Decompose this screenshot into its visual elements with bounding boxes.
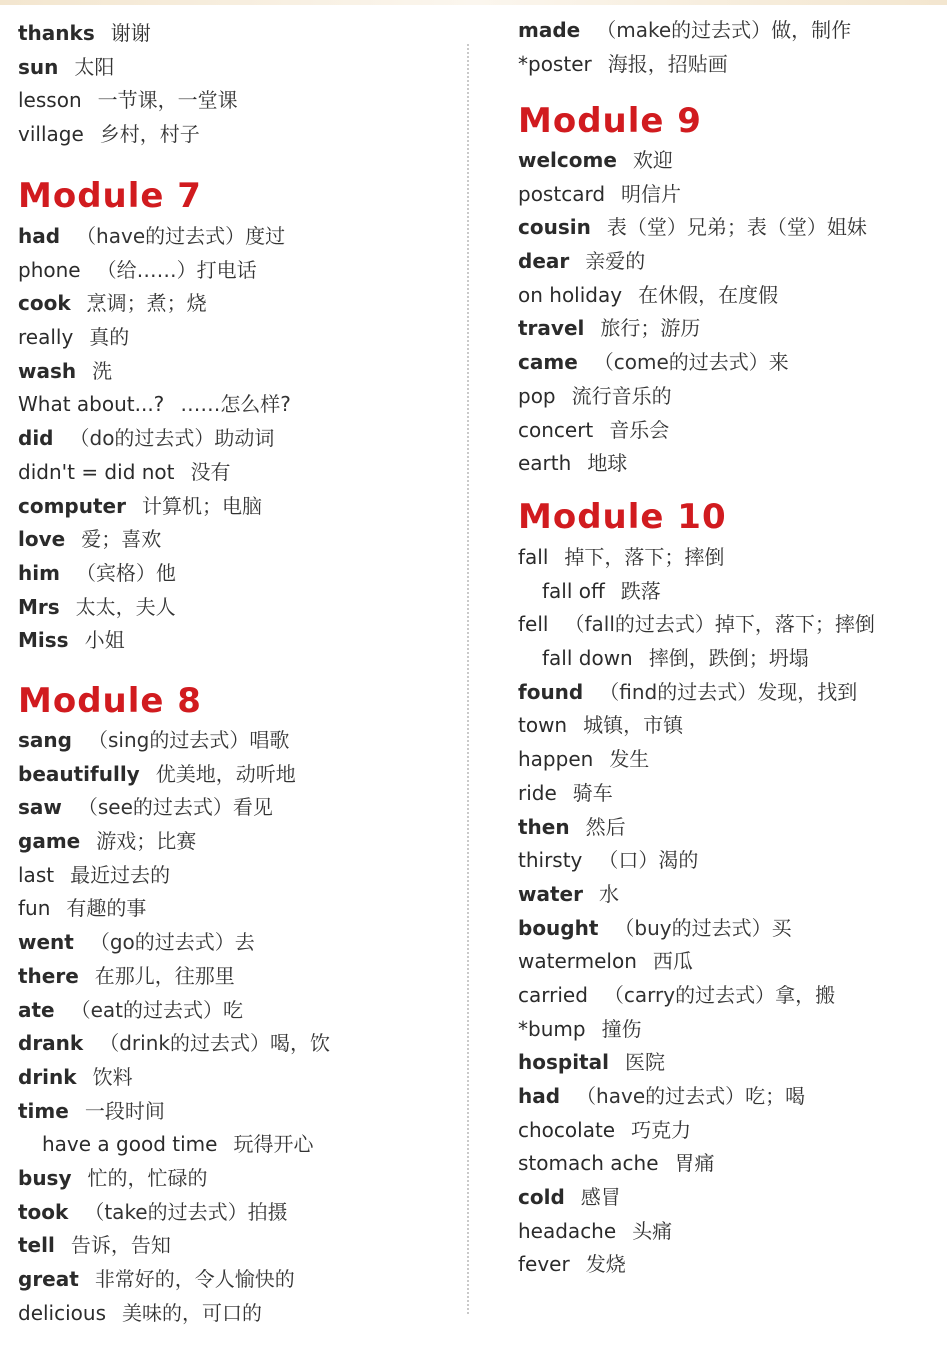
vocab-entry <box>18 994 458 1028</box>
vocab-entry <box>18 17 458 51</box>
vocab-meaning: 西瓜 <box>652 949 693 974</box>
vocab-meaning: 太阳 <box>74 54 115 79</box>
vocab-meaning: （have的过去式）吃；喝 <box>576 1084 806 1108</box>
vocab-meaning: 感冒 <box>580 1185 621 1210</box>
vocab-word: pop <box>518 383 556 408</box>
vocab-word: thirsty <box>518 848 583 873</box>
vocab-entry <box>518 709 938 743</box>
vocab-list-module-8 <box>18 724 458 1330</box>
vocab-meaning: （buy的过去式）买 <box>614 915 792 940</box>
vocab-word: saw <box>18 795 62 820</box>
vocab-meaning: （sing的过去式）唱歌 <box>87 728 290 752</box>
vocab-entry <box>18 624 458 658</box>
vocab-word: concert <box>518 417 594 442</box>
vocab-meaning: 小姐 <box>84 628 125 653</box>
vocab-entry <box>18 926 458 960</box>
vocab-meaning: （find的过去式）发现，找到 <box>599 679 858 704</box>
vocab-meaning: 最近过去的 <box>70 862 171 887</box>
vocab-meaning: 一节课，一堂课 <box>97 88 238 113</box>
vocab-word: on holiday <box>518 282 623 307</box>
vocab-meaning: 乡村，村子 <box>99 122 200 147</box>
vocab-word: sun <box>18 54 59 79</box>
vocab-meaning: 掉下，落下；摔倒 <box>564 545 725 569</box>
vocab-entry <box>18 523 458 557</box>
vocab-word: phone <box>18 257 81 282</box>
vocab-entry <box>518 1215 938 1249</box>
vocab-entry <box>518 312 938 346</box>
vocab-word: chocolate <box>518 1117 616 1142</box>
vocab-word: ride <box>518 780 557 805</box>
vocab-meaning: 洗 <box>92 358 113 383</box>
vocab-word: cousin <box>518 215 591 240</box>
vocab-word: computer <box>18 493 126 518</box>
vocab-entry <box>18 1061 458 1095</box>
vocab-meaning: 欢迎 <box>632 148 673 172</box>
vocab-meaning: 海报，招贴画 <box>607 51 728 76</box>
vocab-meaning: 谢谢 <box>110 21 151 45</box>
vocab-list-module-10 <box>518 541 938 1282</box>
vocab-entry <box>518 979 938 1013</box>
vocab-word: cook <box>18 291 71 316</box>
vocab-word: beautifully <box>18 761 140 786</box>
vocab-meaning: 玩得开心 <box>233 1132 314 1157</box>
vocab-word: fell <box>518 612 549 637</box>
vocab-meaning: 游戏；比赛 <box>96 829 197 854</box>
vocab-entry <box>518 1114 938 1148</box>
vocab-word: found <box>518 679 584 704</box>
vocab-meaning: 太太，夫人 <box>75 594 176 619</box>
vocab-word: last <box>18 862 55 887</box>
vocab-entry <box>18 825 458 859</box>
vocab-word: ate <box>18 997 55 1022</box>
column-divider <box>467 44 469 1314</box>
vocab-entry <box>518 279 938 313</box>
vocab-entry <box>18 1297 458 1331</box>
vocab-entry <box>18 287 458 321</box>
vocab-meaning: 忙的，忙碌的 <box>87 1165 208 1190</box>
vocab-entry <box>518 945 938 979</box>
vocab-meaning: 旅行；游历 <box>600 316 701 341</box>
vocab-word: postcard <box>518 181 606 206</box>
vocab-entry <box>518 144 938 178</box>
vocab-word: travel <box>518 316 585 341</box>
vocab-word: carried <box>518 982 588 1007</box>
vocab-meaning: 地球 <box>587 451 628 476</box>
vocab-meaning: 在休假，在度假 <box>638 282 779 307</box>
vocab-meaning: （宾格）他 <box>75 560 176 585</box>
module-10-title: Module 10 <box>518 497 727 537</box>
vocab-meaning: 音乐会 <box>609 417 670 442</box>
vocab-meaning: 饮料 <box>92 1064 133 1089</box>
vocab-entry <box>18 591 458 625</box>
vocab-word: came <box>518 350 578 375</box>
vocab-meaning: 明信片 <box>621 181 682 206</box>
vocab-entry <box>18 422 458 456</box>
top-decor-strip <box>0 0 947 5</box>
vocab-entry <box>18 758 458 792</box>
vocab-entry <box>518 642 938 676</box>
vocab-meaning: 表（堂）兄弟；表（堂）姐妹 <box>606 215 867 240</box>
vocab-meaning: 优美地，动听地 <box>155 761 296 786</box>
vocab-word: Miss <box>18 628 69 653</box>
vocab-word: sang <box>18 728 72 752</box>
vocab-meaning: （口）渴的 <box>598 848 699 873</box>
vocab-word: time <box>18 1098 69 1123</box>
vocab-word: What about...? <box>18 392 165 417</box>
vocab-word: watermelon <box>518 949 637 974</box>
vocab-word: happen <box>518 747 594 772</box>
vocab-entry <box>18 1095 458 1129</box>
vocab-word: him <box>18 560 60 585</box>
vocab-meaning: 有趣的事 <box>66 896 147 921</box>
vocab-word: dear <box>518 249 570 274</box>
vocab-meaning: 没有 <box>190 459 231 484</box>
vocab-meaning: 计算机；电脑 <box>141 493 262 518</box>
vocab-entry <box>518 608 938 642</box>
vocab-word: stomach ache <box>518 1151 659 1176</box>
vocab-meaning: 头痛 <box>632 1218 673 1243</box>
vocab-entry <box>18 859 458 893</box>
vocab-meaning: 非常好的，令人愉快的 <box>94 1267 295 1291</box>
vocab-word: went <box>18 930 74 955</box>
vocab-meaning: 发烧 <box>585 1252 626 1277</box>
vocab-entry <box>518 414 938 448</box>
vocab-meaning: （fall的过去式）掉下，落下；摔倒 <box>564 612 875 637</box>
vocab-meaning: 撞伤 <box>601 1016 642 1041</box>
vocab-word: had <box>18 224 61 248</box>
vocab-entry <box>18 557 458 591</box>
vocab-entry <box>518 912 938 946</box>
vocab-entry <box>518 844 938 878</box>
vocab-word: then <box>518 814 570 839</box>
vocab-word: game <box>18 829 81 854</box>
vocab-entry <box>518 178 938 212</box>
vocab-word: town <box>518 713 568 738</box>
vocab-meaning: 流行音乐的 <box>571 383 672 408</box>
vocab-word: fever <box>518 1252 570 1277</box>
vocab-meaning: 在那儿，往那里 <box>94 963 235 988</box>
vocab-meaning: 发生 <box>609 747 650 772</box>
vocab-meaning: 爱；喜欢 <box>81 527 162 552</box>
vocab-word: wash <box>18 358 77 383</box>
vocab-entry <box>18 254 458 288</box>
vocab-word: had <box>518 1084 561 1108</box>
vocab-entry <box>18 321 458 355</box>
vocab-meaning: 摔倒，跌倒；坍塌 <box>648 646 809 671</box>
vocab-entry <box>18 960 458 994</box>
vocab-entry <box>18 1263 458 1297</box>
vocab-entry <box>518 1147 938 1181</box>
vocab-entry <box>18 118 458 152</box>
vocab-meaning: 然后 <box>585 814 626 839</box>
vocab-meaning: （take的过去式）拍摄 <box>84 1199 288 1224</box>
vocab-meaning: 一段时间 <box>84 1098 165 1123</box>
vocab-word: *poster <box>518 51 592 76</box>
vocab-meaning: （eat的过去式）吃 <box>70 997 244 1022</box>
vocab-word: water <box>518 881 583 906</box>
vocab-word: fun <box>18 896 51 921</box>
vocab-entry <box>518 1013 938 1047</box>
vocab-word: welcome <box>518 148 617 172</box>
vocab-word: thanks <box>18 21 95 45</box>
vocab-meaning: 医院 <box>624 1050 665 1075</box>
vocab-word: fall off <box>542 578 605 603</box>
vocab-entry <box>18 1128 458 1162</box>
vocab-meaning: 胃痛 <box>674 1151 715 1176</box>
vocab-entry <box>518 380 938 414</box>
vocab-entry <box>518 541 938 575</box>
vocab-meaning: 骑车 <box>572 780 613 805</box>
vocab-meaning: （have的过去式）度过 <box>76 224 286 248</box>
module-9-title: Module 9 <box>518 101 702 141</box>
vocab-word: Mrs <box>18 594 60 619</box>
vocab-entry <box>518 48 938 82</box>
vocab-meaning: （make的过去式）做，制作 <box>596 18 852 42</box>
vocab-word: fall down <box>542 646 633 671</box>
vocab-entry <box>18 1229 458 1263</box>
vocab-entry <box>18 1027 458 1061</box>
vocab-entry <box>518 447 938 481</box>
vocab-word: earth <box>518 451 572 476</box>
module-8-title: Module 8 <box>18 681 202 721</box>
vocab-meaning: （go的过去式）去 <box>89 930 255 955</box>
vocab-word: drank <box>18 1031 84 1056</box>
vocab-word: tell <box>18 1233 55 1258</box>
vocab-word: fall <box>518 545 549 569</box>
vocab-list-module-7 <box>18 220 458 658</box>
vocab-word: delicious <box>18 1300 106 1325</box>
vocab-entry <box>18 355 458 389</box>
vocab-entry <box>518 811 938 845</box>
vocab-meaning: 真的 <box>89 325 130 350</box>
vocab-word: drink <box>18 1064 77 1089</box>
vocab-word: really <box>18 325 74 350</box>
vocab-meaning: 水 <box>598 881 619 906</box>
vocab-meaning: （给……）打电话 <box>96 257 257 282</box>
vocab-meaning: 巧克力 <box>631 1117 692 1142</box>
vocab-entry <box>518 1248 938 1282</box>
vocab-entry <box>18 51 458 85</box>
vocab-word: made <box>518 18 581 42</box>
vocab-meaning: （drink的过去式）喝，饮 <box>99 1031 330 1056</box>
vocab-meaning: 美味的，可口的 <box>122 1300 262 1325</box>
vocab-word: busy <box>18 1165 72 1190</box>
vocab-entry <box>518 1080 938 1114</box>
vocab-entry <box>18 892 458 926</box>
vocab-meaning: 城镇，市镇 <box>583 713 684 738</box>
vocab-word: lesson <box>18 88 82 113</box>
vocab-list-intro-left <box>18 17 458 152</box>
vocab-word: headache <box>518 1218 617 1243</box>
vocab-entry <box>518 777 938 811</box>
vocab-entry <box>518 878 938 912</box>
vocab-word: cold <box>518 1185 565 1210</box>
vocab-meaning: 告诉，告知 <box>70 1233 171 1258</box>
vocab-entry <box>18 791 458 825</box>
vocab-meaning: 亲爱的 <box>585 249 646 274</box>
vocab-word: *bump <box>518 1016 586 1041</box>
vocab-meaning: （carry的过去式）拿，搬 <box>603 982 836 1007</box>
vocab-meaning: （come的过去式）来 <box>593 350 789 375</box>
vocab-entry <box>18 84 458 118</box>
vocab-word: there <box>18 963 79 988</box>
vocab-entry <box>18 1162 458 1196</box>
vocab-entry <box>518 1046 938 1080</box>
vocab-meaning: 烹调；煮；烧 <box>86 291 207 316</box>
vocab-word: bought <box>518 915 599 940</box>
vocab-entry <box>518 346 938 380</box>
vocab-meaning: 跌落 <box>620 578 661 603</box>
vocab-entry <box>518 1181 938 1215</box>
vocab-entry <box>18 490 458 524</box>
vocab-list-intro-right <box>518 14 938 81</box>
vocab-word: great <box>18 1267 79 1291</box>
vocab-meaning: ……怎么样? <box>180 392 291 417</box>
vocab-word: love <box>18 527 66 552</box>
vocab-entry <box>18 1196 458 1230</box>
vocab-entry <box>518 743 938 777</box>
module-7-title: Module 7 <box>18 176 202 216</box>
vocab-word: took <box>18 1199 69 1224</box>
vocab-list-module-9 <box>518 144 938 481</box>
vocab-word: have a good time <box>42 1132 218 1157</box>
vocab-entry <box>518 14 938 48</box>
vocab-entry <box>518 676 938 710</box>
vocab-meaning: （do的过去式）助动词 <box>69 426 275 451</box>
vocab-entry <box>518 211 938 245</box>
vocab-meaning: （see的过去式）看见 <box>77 795 273 820</box>
vocab-entry <box>18 724 458 758</box>
vocab-entry <box>518 245 938 279</box>
vocab-entry <box>18 220 458 254</box>
vocab-word: hospital <box>518 1050 609 1075</box>
vocab-entry <box>18 388 458 422</box>
vocab-word: did <box>18 426 54 451</box>
vocab-word: village <box>18 122 84 147</box>
vocab-word: didn't = did not <box>18 459 175 484</box>
vocab-entry <box>18 456 458 490</box>
vocab-entry <box>518 575 938 609</box>
